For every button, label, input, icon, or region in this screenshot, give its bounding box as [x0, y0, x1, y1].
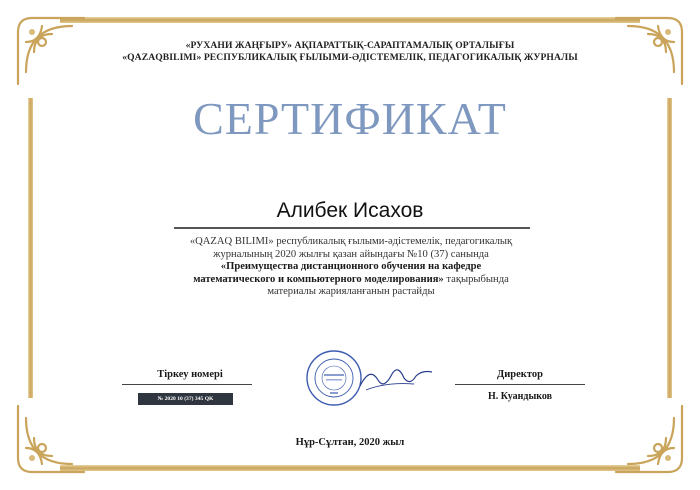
journal-header: «QAZAQBILIMI» РЕСПУБЛИКАЛЫҚ ҒЫЛЫМИ-ӘДІСТЕМЕЛІК, ПЕДАГОГИКАЛЫҚ ЖУРНАЛЫ — [122, 52, 578, 63]
article-title: «Преимущества дистанционного обучения на кафедре — [220, 261, 482, 273]
body-line: «QAZAQ BILIMI» республикалық ғылыми-әдістемелік, педагогикалық — [189, 236, 513, 247]
corner-ornament-icon — [610, 12, 688, 90]
director-underline — [455, 384, 585, 385]
bottom-gold-border — [60, 465, 640, 471]
registration-number: № 2020 10 (37) 345 QK — [138, 393, 233, 405]
organization-header: «РУХАНИ ЖАҢҒЫРУ» АҚПАРАТТЫҚ-САРАПТАМАЛЫҚ ОРТАЛЫҒЫ — [185, 40, 515, 51]
director-name: Н. Куандыков — [487, 391, 553, 402]
corner-ornament-icon — [12, 12, 90, 90]
body-line — [150, 274, 552, 287]
body-line: материалы жарияланғанын растайды — [267, 286, 435, 298]
name-underline — [174, 227, 530, 229]
article-title: математического и компьютерного моделирования» — [193, 273, 444, 285]
place-and-date: Нұр-Сұлтан, 2020 жыл — [295, 437, 405, 448]
registration-underline — [122, 384, 252, 385]
certificate-title: СЕРТИФИКАТ — [193, 93, 507, 144]
certificate-body — [150, 236, 552, 299]
director-label: Директор — [497, 369, 543, 380]
top-gold-border — [60, 17, 640, 23]
recipient-name: Алибек Исахов — [276, 199, 424, 222]
director-signature-icon — [356, 356, 436, 396]
body-line: журналының 2020 жылғы қазан айындағы №10 (37) санында — [213, 248, 489, 260]
body-text: тақырыбында — [443, 273, 509, 285]
registration-label: Тіркеу номері — [157, 369, 223, 380]
